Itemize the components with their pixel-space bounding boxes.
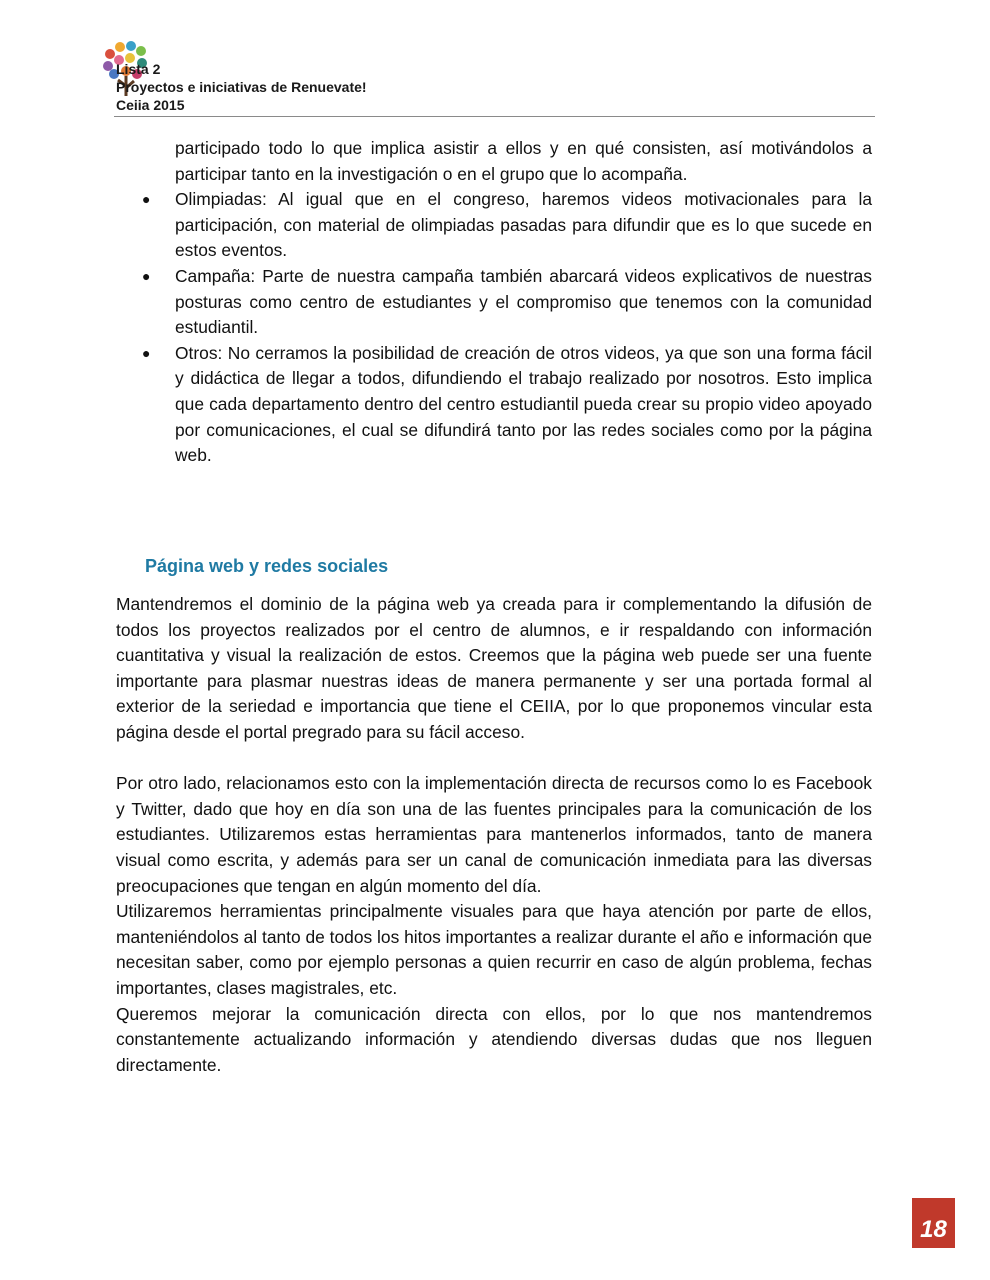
- header-line-1: Lista 2: [116, 61, 161, 77]
- list-item-text: participado todo lo que implica asistir a ellos y en qué consisten, así motivándolos a participar tanto en la investigación o en el grupo que lo acompaña.: [175, 138, 872, 184]
- bullet-icon: ●: [142, 267, 151, 284]
- list-item: [116, 187, 872, 264]
- paragraph: Mantendremos el dominio de la página web ya creada para ir complementando la difusión de todos los proyectos realizados por el centro de alumnos, e ir respaldando con información cuantitativa y visual la realización de estos. Creemos que la página web puede ser una fuente importante para plasmar nuestras ideas de manera permanente y ser una portada formal al exterior de la seriedad e importancia que tiene el CEIIA, por lo que proponemos vincular esta página desde el portal pregrado para su fácil acceso.: [116, 594, 872, 742]
- bullet-list: [116, 136, 872, 469]
- bullet-icon: ●: [142, 344, 151, 361]
- list-item: [116, 341, 872, 469]
- section-heading: Página web y redes sociales: [145, 556, 389, 576]
- page-number-badge: [912, 1198, 955, 1248]
- paragraph: Queremos mejorar la comunicación directa con ellos, por lo que nos mantendremos constantemente actualizando información y atendiendo diversas dudas que nos lleguen directamente.: [116, 1003, 872, 1075]
- bullet-icon: ●: [142, 191, 151, 208]
- list-item-text: Olimpiadas: Al igual que en el congreso, haremos videos motivacionales para la participación, con material de olimpiadas pasadas para difundir que es lo que sucede en estos eventos.: [175, 189, 872, 261]
- list-item-text: Otros: No cerramos la posibilidad de creación de otros videos, ya que son una forma fácil y didáctica de llegar a todos, difundiendo el trabajo realizado por nosotros. Esto implica que cada departamento dentro del centro estudiantil pueda crear su propio video apoyado por comunicaciones, el cual se difundirá tanto por las redes sociales como por la página web.: [175, 342, 872, 466]
- list-item: [116, 264, 872, 341]
- header-line-3: Ceiia 2015: [116, 97, 185, 113]
- paragraph: Utilizaremos herramientas principalmente visuales para que haya atención por parte de ellos, manteniéndolos al tanto de todos los hitos importantes a realizar durante el año e información que necesitan saber, como por ejemplo personas a quien recurrir en caso de algún problema, fechas importantes, clases magistrales, etc.: [116, 901, 872, 998]
- paragraph: Por otro lado, relacionamos esto con la implementación directa de recursos como lo es Facebook y Twitter, dado que hoy en día son una de las fuentes principales para la comunicación de los estudiantes. Utilizaremos estas herramientas para mantenerlos informados, tanto de manera visual como escrita, y además para ser un canal de comunicación inmediata para las diversas preocupaciones que tengan en algún momento del día.: [116, 773, 872, 896]
- header-divider: [114, 116, 875, 117]
- page-header: [100, 40, 880, 116]
- list-item-continued: [116, 136, 872, 187]
- list-item-text: Campaña: Parte de nuestra campaña también abarcará videos explicativos de nuestras posturas como centro de estudiantes y el compromiso que tenemos con la comunidad estudiantil.: [175, 265, 872, 338]
- page-number: 18: [920, 1216, 947, 1243]
- header-line-2: Proyectos e iniciativas de Renuevate!: [116, 79, 367, 95]
- header-text: [116, 60, 367, 114]
- body-text: [116, 592, 872, 1078]
